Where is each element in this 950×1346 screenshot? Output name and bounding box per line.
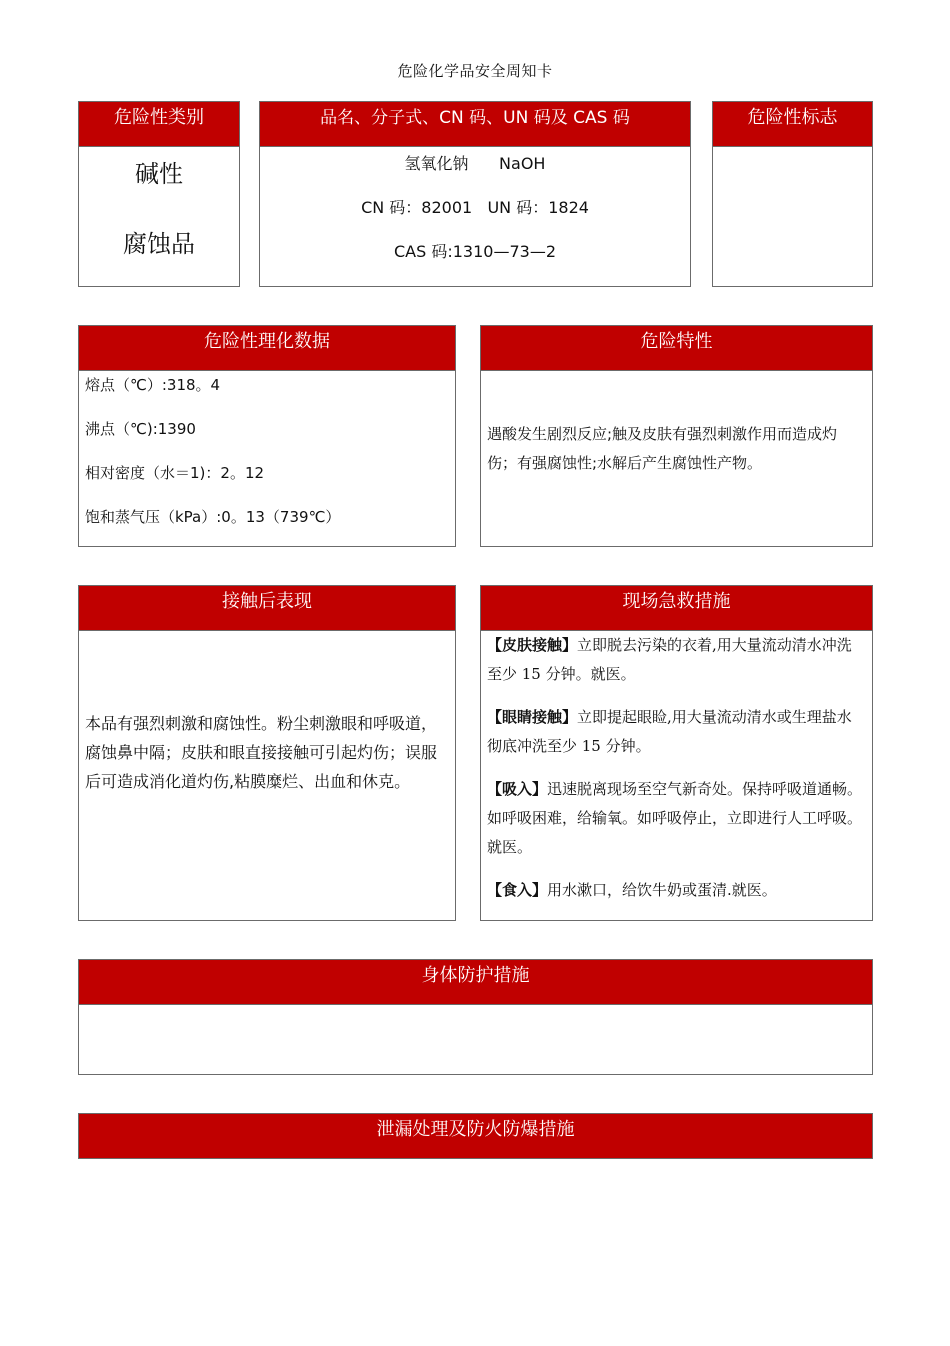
first-aid-eye-text: 立即提起眼睑,用大量流动清水或生理盐水彻底冲洗至少 15 分钟。	[487, 708, 852, 755]
first-aid-inhale-label: 【吸入】	[487, 780, 548, 798]
leak-handling-header: 泄漏处理及防火防爆措施	[79, 1114, 872, 1158]
identity-header: 品名、分子式、CN 码、UN 码及 CAS 码	[260, 102, 690, 147]
physchem-header: 危险性理化数据	[79, 326, 455, 371]
hazard-props-header: 危险特性	[481, 326, 872, 371]
exposure-box	[78, 585, 456, 921]
identity-box	[259, 101, 691, 287]
physchem-item-density: 相对密度（水＝1)：2。12	[85, 464, 265, 482]
body-protection-header: 身体防护措施	[79, 960, 872, 1005]
physchem-item-vapor: 饱和蒸气压（kPa）:0。13（739℃）	[85, 508, 341, 526]
identity-code-line: CN 码：82001 UN 码：1824	[361, 198, 589, 217]
hazard-props-text: 遇酸发生剧烈反应;触及皮肤有强烈刺激作用而造成灼伤；有强腐蚀性;水解后产生腐蚀性产物。	[487, 425, 838, 472]
first-aid-box	[480, 585, 873, 921]
hazard-mark-box	[712, 101, 873, 287]
first-aid-ingest-label: 【食入】	[487, 881, 548, 899]
first-aid-skin-label: 【皮肤接触】	[487, 636, 578, 654]
body-protection-box	[78, 959, 873, 1075]
first-aid-eye	[487, 703, 866, 761]
exposure-header: 接触后表现	[79, 586, 455, 631]
hazard-mark-header: 危险性标志	[713, 102, 872, 147]
first-aid-skin-text: 立即脱去污染的衣着,用大量流动清水冲洗至少 15 分钟。就医。	[487, 636, 852, 683]
exposure-text: 本品有强烈刺激和腐蚀性。粉尘刺激眼和呼吸道，腐蚀鼻中隔；皮肤和眼直接接触可引起灼伤；误服后可造成消化道灼伤,粘膜糜烂、出血和休克。	[85, 714, 438, 791]
first-aid-skin	[487, 631, 866, 689]
hazard-class-line1: 碱性	[135, 160, 183, 188]
physchem-item-boiling: 沸点（℃):1390	[85, 420, 196, 438]
first-aid-inhale-text: 迅速脱离现场至空气新奇处。保持呼吸道通畅。如呼吸困难，给输氧。如呼吸停止，立即进行人工呼吸。就医。	[487, 780, 863, 856]
identity-cas-line: CAS 码:1310—73—2	[393, 242, 556, 261]
hazard-class-line2: 腐蚀品	[123, 230, 195, 258]
first-aid-header: 现场急救措施	[481, 586, 872, 631]
hazard-props-box	[480, 325, 873, 547]
first-aid-ingest	[487, 876, 866, 905]
identity-name-line: 氢氧化钠 NaOH	[404, 154, 546, 173]
document-title: 危险化学品安全周知卡	[397, 62, 553, 80]
physchem-item-melting: 熔点（℃）:318。4	[85, 376, 221, 394]
first-aid-eye-label: 【眼睛接触】	[487, 708, 578, 726]
leak-handling-box	[78, 1113, 873, 1159]
first-aid-inhale	[487, 775, 866, 862]
physchem-box	[78, 325, 456, 547]
hazard-class-box	[78, 101, 240, 287]
hazard-class-header: 危险性类别	[79, 102, 239, 147]
first-aid-ingest-text: 用水漱口，给饮牛奶或蛋清.就医。	[547, 881, 777, 899]
